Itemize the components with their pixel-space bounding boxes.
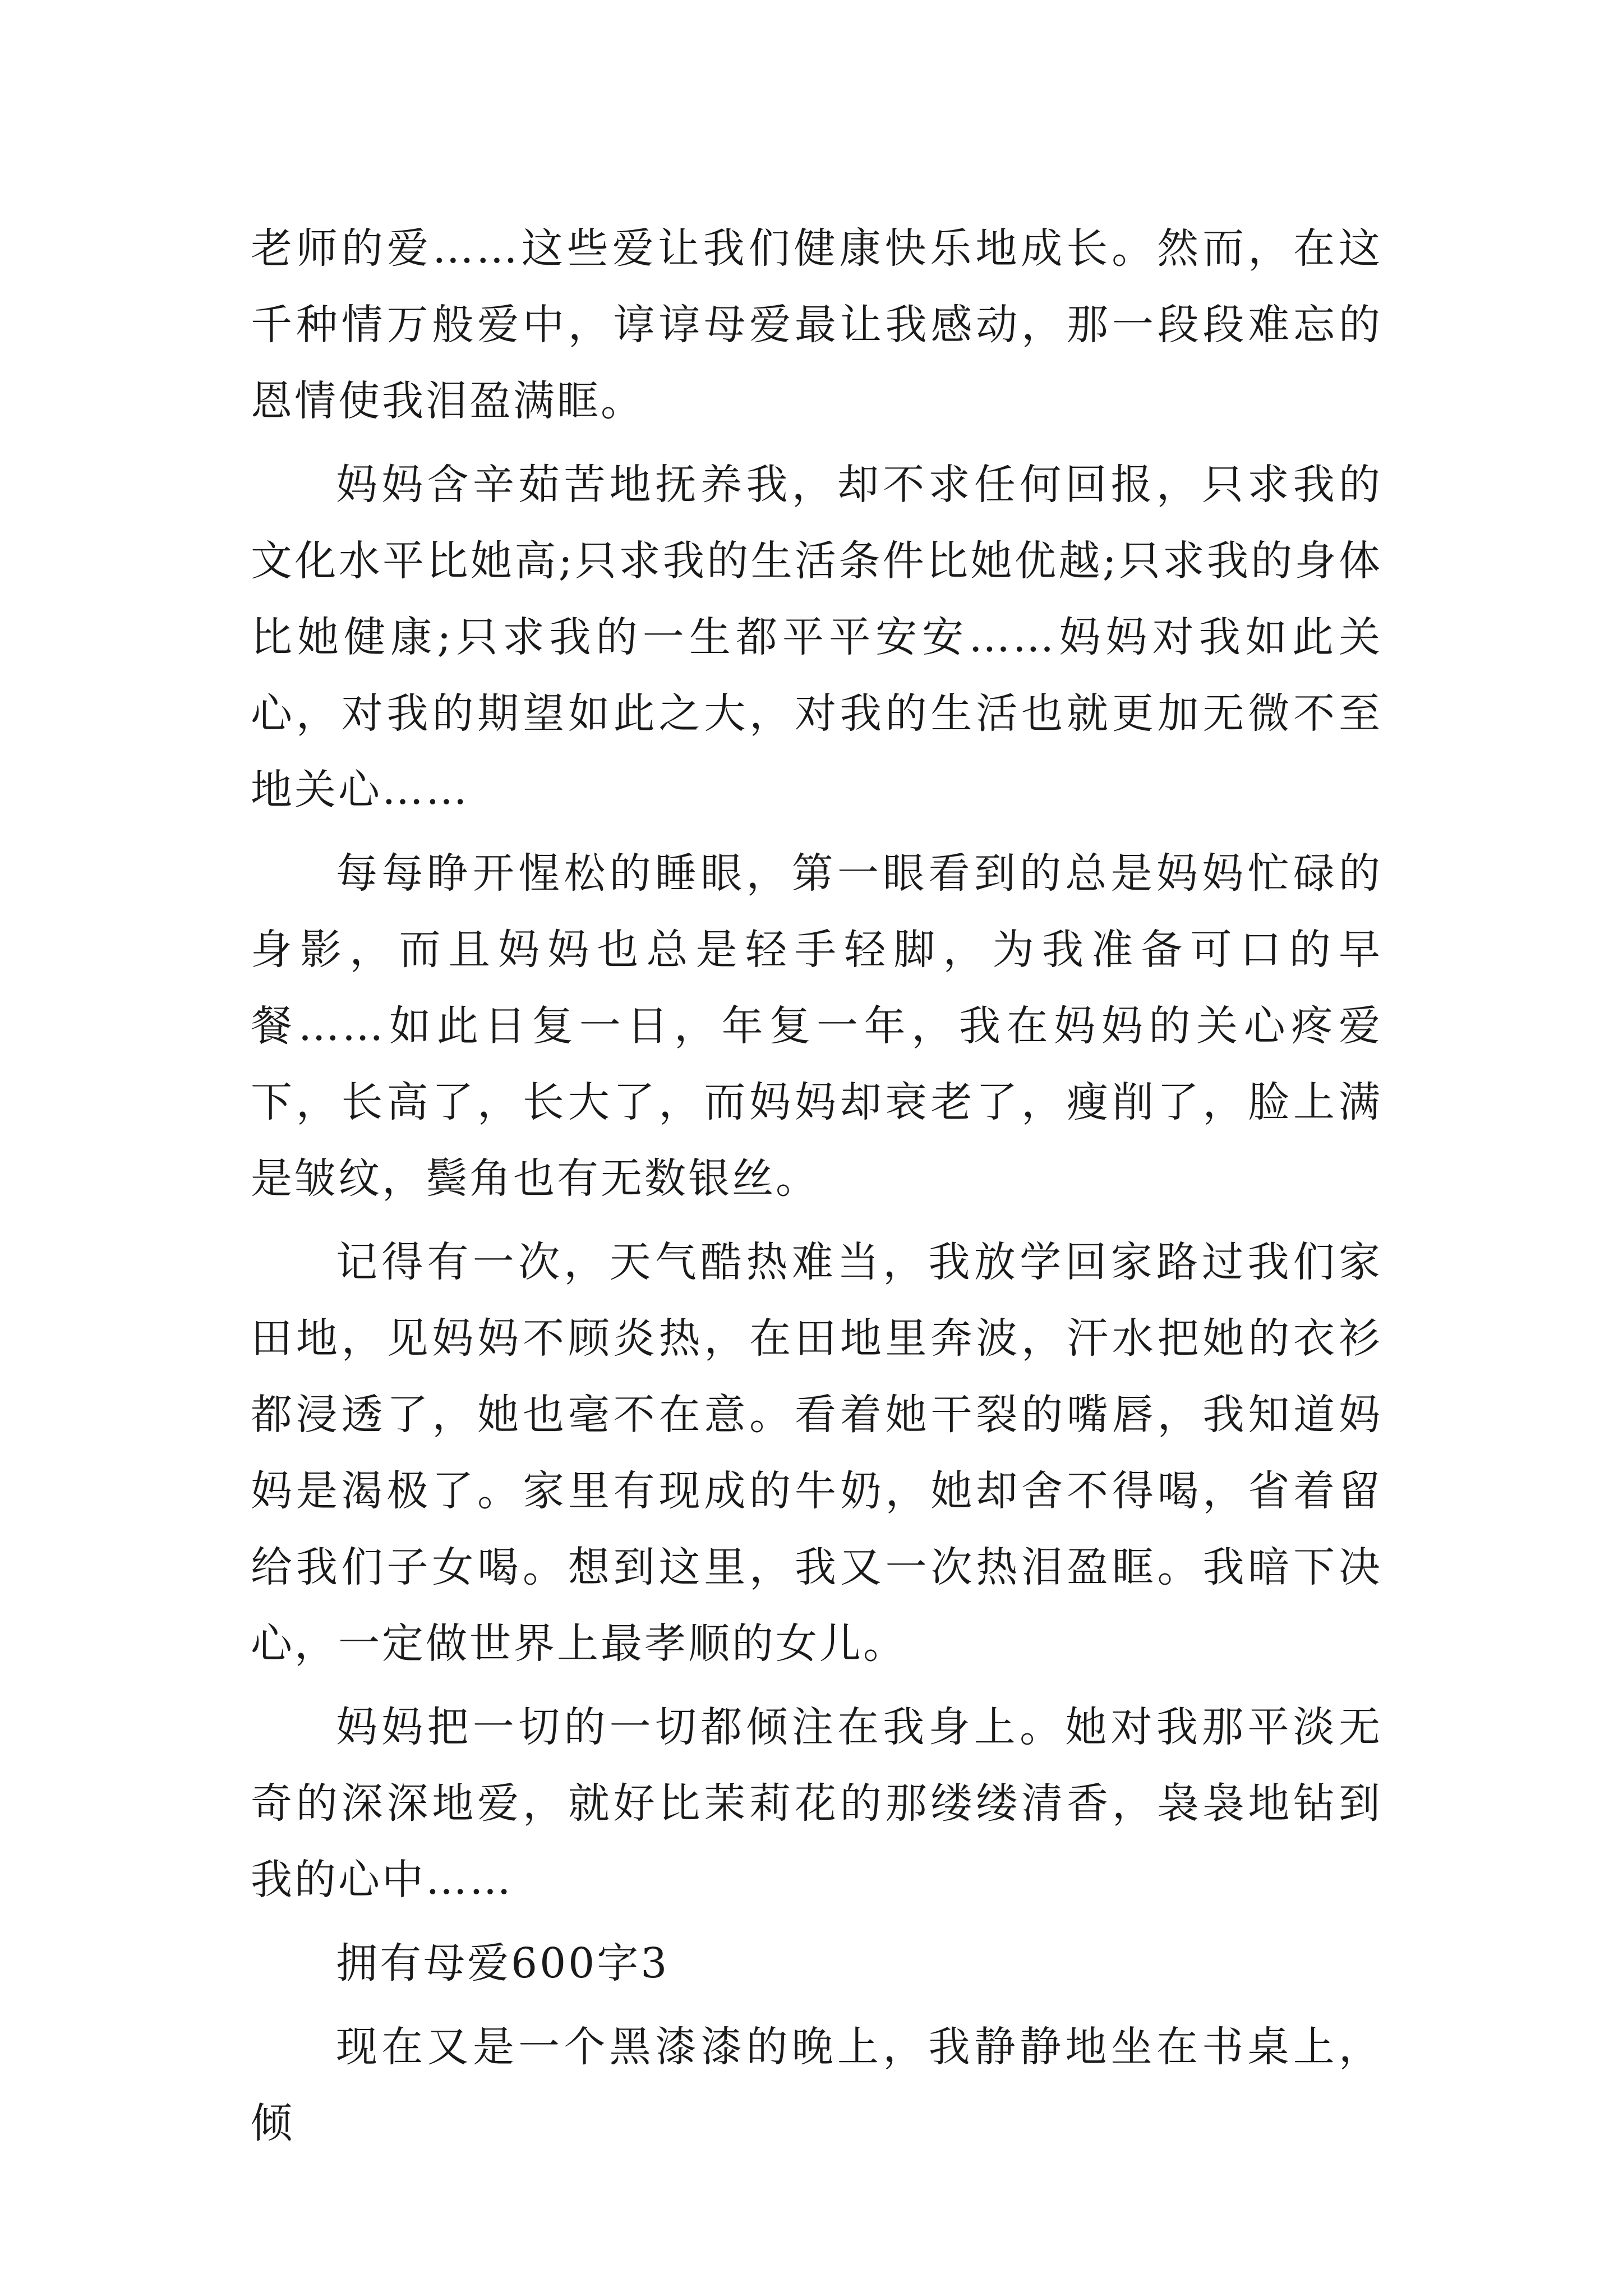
paragraph-2: 妈妈含辛茹苦地抚养我，却不求任何回报，只求我的文化水平比她高;只求我的生活条件比她优越;只求我的身体比她健康;只求我的一生都平平安安……妈妈对我如此关心，对我的期望如此之大，对我的生活也就更加无微不至地关心…… [251,461,1382,814]
paragraph-5: 妈妈把一切的一切都倾注在我身上。她对我那平淡无奇的深深地爱，就好比茉莉花的那缕缕清香，袅袅地钻到我的心中…… [251,1703,1382,1904]
document-body [251,210,1382,2169]
section-heading: 拥有母爱600字3 [336,1939,670,1987]
paragraph-1: 老师的爱……这些爱让我们健康快乐地成长。然而，在这千种情万般爱中，谆谆母爱最让我感动，那一段段难忘的恩情使我泪盈满眶。 [251,224,1382,425]
paragraph-7: 现在又是一个黑漆漆的晚上，我静静地坐在书桌上，倾 [251,2023,1382,2147]
paragraph-3: 每每睁开惺松的睡眼，第一眼看到的总是妈妈忙碌的身影，而且妈妈也总是轻手轻脚，为我准备可口的早餐……如此日复一日，年复一年，我在妈妈的关心疼爱下，长高了，长大了，而妈妈却衰老了，瘦削了，脸上满是皱纹，鬓角也有无数银丝。 [251,849,1382,1203]
paragraph-4: 记得有一次，天气酷热难当，我放学回家路过我们家田地，见妈妈不顾炎热，在田地里奔波，汗水把她的衣衫都浸透了，她也毫不在意。看着她干裂的嘴唇，我知道妈妈是渴极了。家里有现成的牛奶，她却舍不得喝，省着留给我们子女喝。想到这里，我又一次热泪盈眶。我暗下决心，一定做世界上最孝顺的女儿。 [251,1238,1382,1668]
